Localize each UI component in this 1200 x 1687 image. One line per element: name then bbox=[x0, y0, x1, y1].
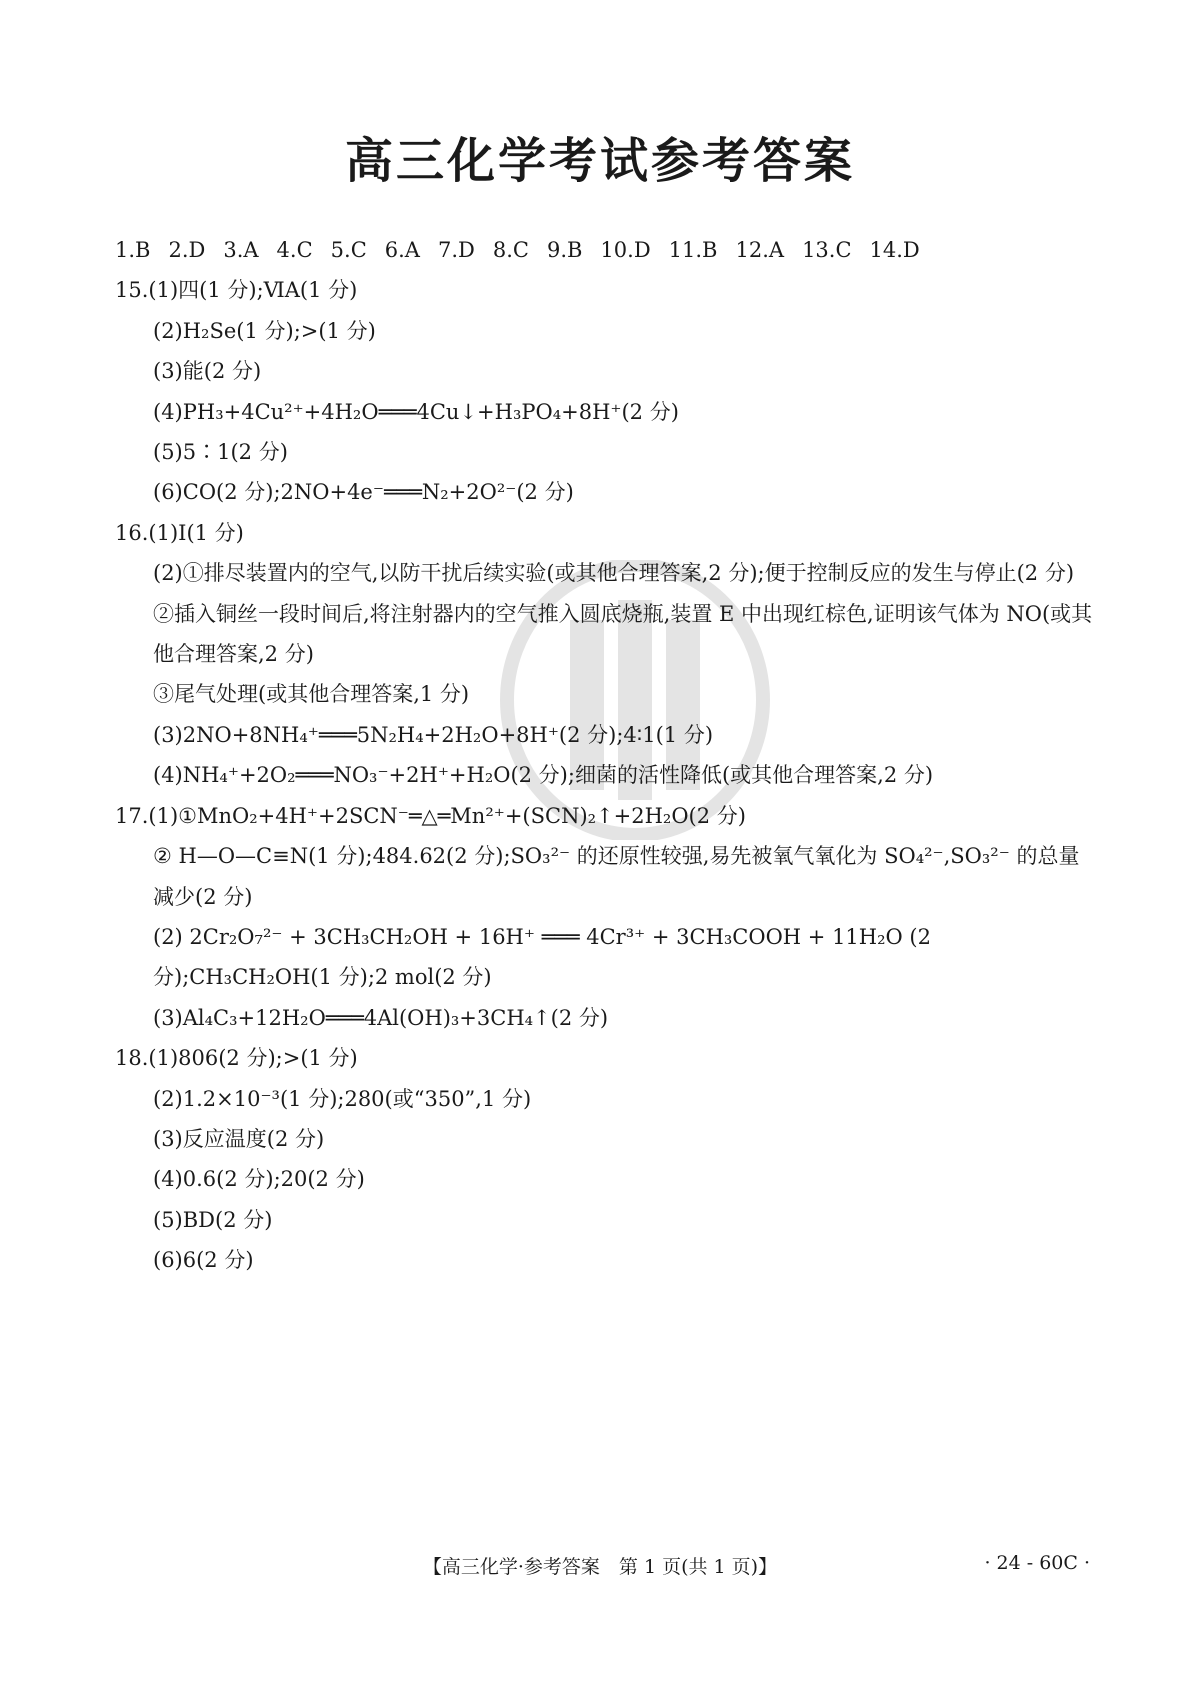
q15-line-5: (5)5∶1(2 分) bbox=[153, 440, 288, 465]
q17-line-3: (2) 2Cr₂O₇²⁻ + 3CH₃CH₂OH + 16H⁺ ═══ 4Cr³⁺ + 3CH₃COOH + 11H₂O (2 分);CH₃CH₂OH(1 分);2 mol(2 分) bbox=[153, 924, 931, 990]
q17-line-2: ② H—O—C≡N(1 分);484.62(2 分);SO₃²⁻ 的还原性较强,易先被氧气氧化为 SO₄²⁻,SO₃²⁻ 的总量减少(2 分) bbox=[153, 844, 1080, 909]
q15-line-3: (3)能(2 分) bbox=[153, 359, 262, 384]
q16-line-4: ③尾气处理(或其他合理答案,1 分) bbox=[153, 682, 470, 707]
q16-line-2: (2)①排尽装置内的空气,以防干扰后续实验(或其他合理答案,2 分);便于控制反应的发生与停止(2 分) bbox=[153, 561, 1075, 586]
mc-answer: 10.D bbox=[600, 238, 651, 262]
q18-line-6: (6)6(2 分) bbox=[153, 1248, 254, 1273]
mc-answer: 9.B bbox=[546, 238, 583, 262]
q17-line-4: (3)Al₄C₃+12H₂O═══4Al(OH)₃+3CH₄↑(2 分) bbox=[153, 1005, 609, 1030]
mc-answer: 14.D bbox=[869, 238, 920, 262]
mc-answer: 13.C bbox=[802, 238, 852, 262]
q17-line-1: 17.(1)①MnO₂+4H⁺+2SCN⁻═△═Mn²⁺+(SCN)₂↑+2H₂O(2 分) bbox=[115, 803, 746, 828]
multiple-choice-answers bbox=[115, 230, 1100, 270]
q15-line-6: (6)CO(2 分);2NO+4e⁻═══N₂+2O²⁻(2 分) bbox=[153, 480, 574, 505]
q16-line-1: 16.(1)Ⅰ(1 分) bbox=[115, 520, 244, 545]
mc-answer: 1.B bbox=[115, 238, 151, 262]
mc-answer: 3.A bbox=[223, 238, 259, 262]
footer-page-info: 【高三化学·参考答案 第 1 页(共 1 页)】 bbox=[422, 1556, 778, 1578]
mc-answer: 11.B bbox=[668, 238, 718, 262]
q15-line-4: (4)PH₃+4Cu²⁺+4H₂O═══4Cu↓+H₃PO₄+8H⁺(2 分) bbox=[153, 399, 679, 424]
page-title: 高三化学考试参考答案 bbox=[344, 133, 855, 189]
mc-answer: 5.C bbox=[330, 238, 367, 262]
mc-answer: 12.A bbox=[735, 238, 785, 262]
answer-body bbox=[115, 230, 1100, 1281]
q16-line-5: (3)2NO+8NH₄⁺═══5N₂H₄+2H₂O+8H⁺(2 分);4∶1(1 分) bbox=[153, 722, 714, 747]
q16-line-6: (4)NH₄⁺+2O₂═══NO₃⁻+2H⁺+H₂O(2 分);细菌的活性降低(或其他合理答案,2 分) bbox=[153, 763, 934, 788]
q15-line-1: 15.(1)四(1 分);ⅥA(1 分) bbox=[115, 278, 358, 303]
q18-line-1: 18.(1)806(2 分);>(1 分) bbox=[115, 1046, 358, 1071]
mc-answer: 4.C bbox=[276, 238, 313, 262]
q18-line-3: (3)反应温度(2 分) bbox=[153, 1126, 325, 1151]
q18-line-5: (5)BD(2 分) bbox=[153, 1207, 273, 1232]
mc-answer: 8.C bbox=[492, 238, 529, 262]
mc-answer: 7.D bbox=[437, 238, 475, 262]
footer-code: · 24 - 60C · bbox=[984, 1552, 1090, 1574]
q18-line-2: (2)1.2×10⁻³(1 分);280(或“350”,1 分) bbox=[153, 1086, 532, 1111]
mc-answer: 2.D bbox=[168, 238, 206, 262]
mc-answer: 6.A bbox=[384, 238, 420, 262]
q15-line-2: (2)H₂Se(1 分);>(1 分) bbox=[153, 318, 376, 343]
q18-line-4: (4)0.6(2 分);20(2 分) bbox=[153, 1167, 365, 1192]
q16-line-3: ②插入铜丝一段时间后,将注射器内的空气推入圆底烧瓶,装置 E 中出现红棕色,证明该气体为 NO(或其他合理答案,2 分) bbox=[153, 601, 1093, 667]
